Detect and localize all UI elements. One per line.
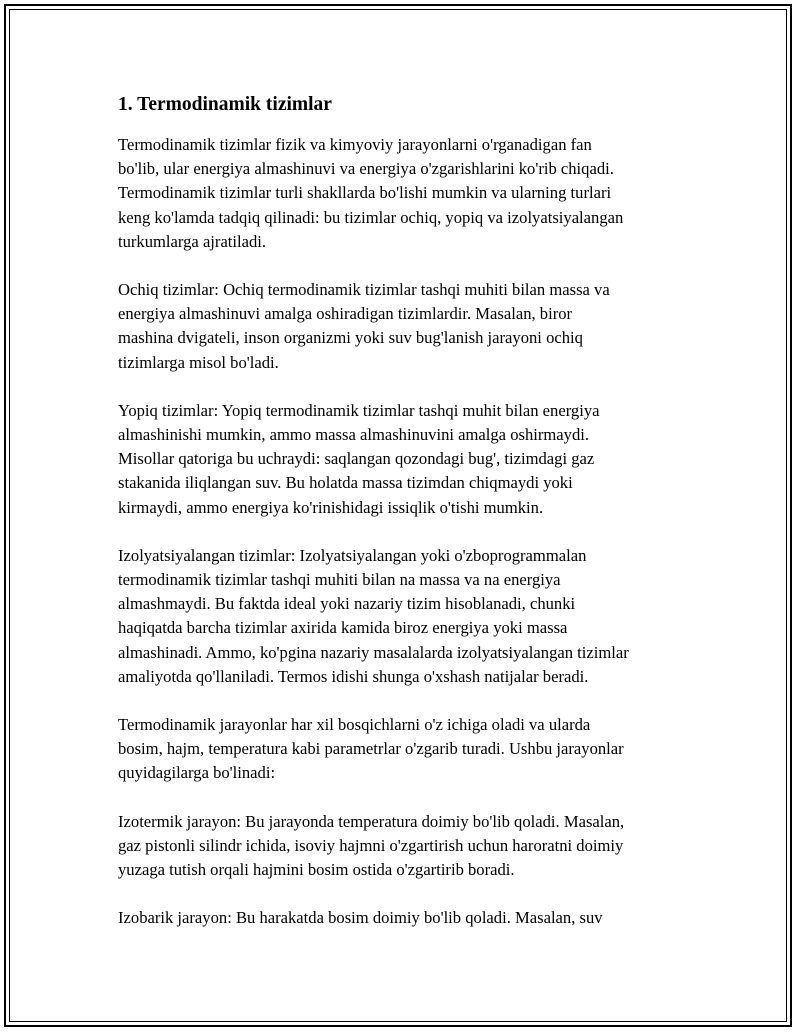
paragraph bbox=[118, 133, 693, 254]
text-line: almashinadi. Ammo, ko'pgina nazariy masalalarda izolyatsiyalangan tizimlar bbox=[118, 642, 629, 662]
text-line: Misollar qatoriga bu uchraydi: saqlangan qozondagi bug', tizimdagi gaz bbox=[118, 449, 595, 469]
text-line: Izolyatsiyalangan tizimlar: Izolyatsiyalangan yoki o'zboprogrammalan bbox=[118, 545, 587, 565]
section-heading: 1. Termodinamik tizimlar bbox=[118, 94, 332, 115]
paragraph bbox=[118, 713, 693, 786]
text-line: Izobarik jarayon: Bu harakatda bosim doimiy bo'lib qoladi. Masalan, suv bbox=[118, 908, 603, 928]
text-line: Yopiq tizimlar: Yopiq termodinamik tizimlar tashqi muhit bilan energiya bbox=[118, 400, 600, 420]
text-line: Termodinamik jarayonlar har xil bosqichlarni o'z ichiga oladi va ularda bbox=[118, 715, 591, 735]
text-line: energiya almashinuvi amalga oshiradigan tizimlardir. Masalan, biror bbox=[118, 304, 573, 324]
paragraph bbox=[118, 906, 693, 930]
text-line: gaz pistonli silindr ichida, isoviy hajmni o'zgartirish uchun haroratni doimiy bbox=[118, 835, 624, 855]
paragraph bbox=[118, 399, 693, 520]
text-line: Izotermik jarayon: Bu jarayonda temperatura doimiy bo'lib qoladi. Masalan, bbox=[118, 811, 625, 831]
text-line: tizimlarga misol bo'ladi. bbox=[118, 352, 279, 372]
text-line: keng ko'lamda tadqiq qilinadi: bu tizimlar ochiq, yopiq va izolyatsiyalangan bbox=[118, 207, 624, 227]
paragraph bbox=[118, 810, 693, 883]
text-line: Ochiq tizimlar: Ochiq termodinamik tizimlar tashqi muhiti bilan massa va bbox=[118, 280, 610, 300]
text-line: Termodinamik tizimlar turli shakllarda bo'lishi mumkin va ularning turlari bbox=[118, 183, 612, 203]
text-line: stakanida iliqlangan suv. Bu holatda massa tizimdan chiqmaydi yoki bbox=[118, 473, 573, 493]
text-line: almashmaydi. Bu faktda ideal yoki nazariy tizim hisoblanadi, chunki bbox=[118, 594, 576, 614]
text-line: almashinishi mumkin, ammo massa almashinuvini amalga oshirmaydi. bbox=[118, 425, 590, 445]
text-line: yuzaga tutish orqali hajmini bosim ostida o'zgartirib boradi. bbox=[118, 860, 515, 880]
text-line: termodinamik tizimlar tashqi muhiti bilan na massa va na energiya bbox=[118, 570, 561, 590]
paragraph bbox=[118, 278, 693, 375]
document-body bbox=[118, 92, 693, 954]
text-line: kirmaydi, ammo energiya ko'rinishidagi issiqlik o'tishi mumkin. bbox=[118, 497, 544, 517]
text-line: bosim, hajm, temperatura kabi parametrlar o'zgarib turadi. Ushbu jarayonlar bbox=[118, 739, 624, 759]
text-line: haqiqatda barcha tizimlar axirida kamida biroz energiya yoki massa bbox=[118, 618, 568, 638]
text-line: mashina dvigateli, inson organizmi yoki suv bug'lanish jarayoni ochiq bbox=[118, 328, 583, 348]
text-line: quyidagilarga bo'linadi: bbox=[118, 763, 276, 783]
paragraph-list bbox=[118, 133, 693, 930]
paragraph bbox=[118, 544, 693, 689]
text-line: amaliyotda qo'llaniladi. Termos idishi shunga o'xshash natijalar beradi. bbox=[118, 666, 589, 686]
text-line: turkumlarga ajratiladi. bbox=[118, 231, 267, 251]
text-line: Termodinamik tizimlar fizik va kimyoviy jarayonlarni o'rganadigan fan bbox=[118, 135, 592, 154]
text-line: bo'lib, ular energiya almashinuvi va energiya o'zgarishlarini ko'rib chiqadi. bbox=[118, 159, 614, 179]
